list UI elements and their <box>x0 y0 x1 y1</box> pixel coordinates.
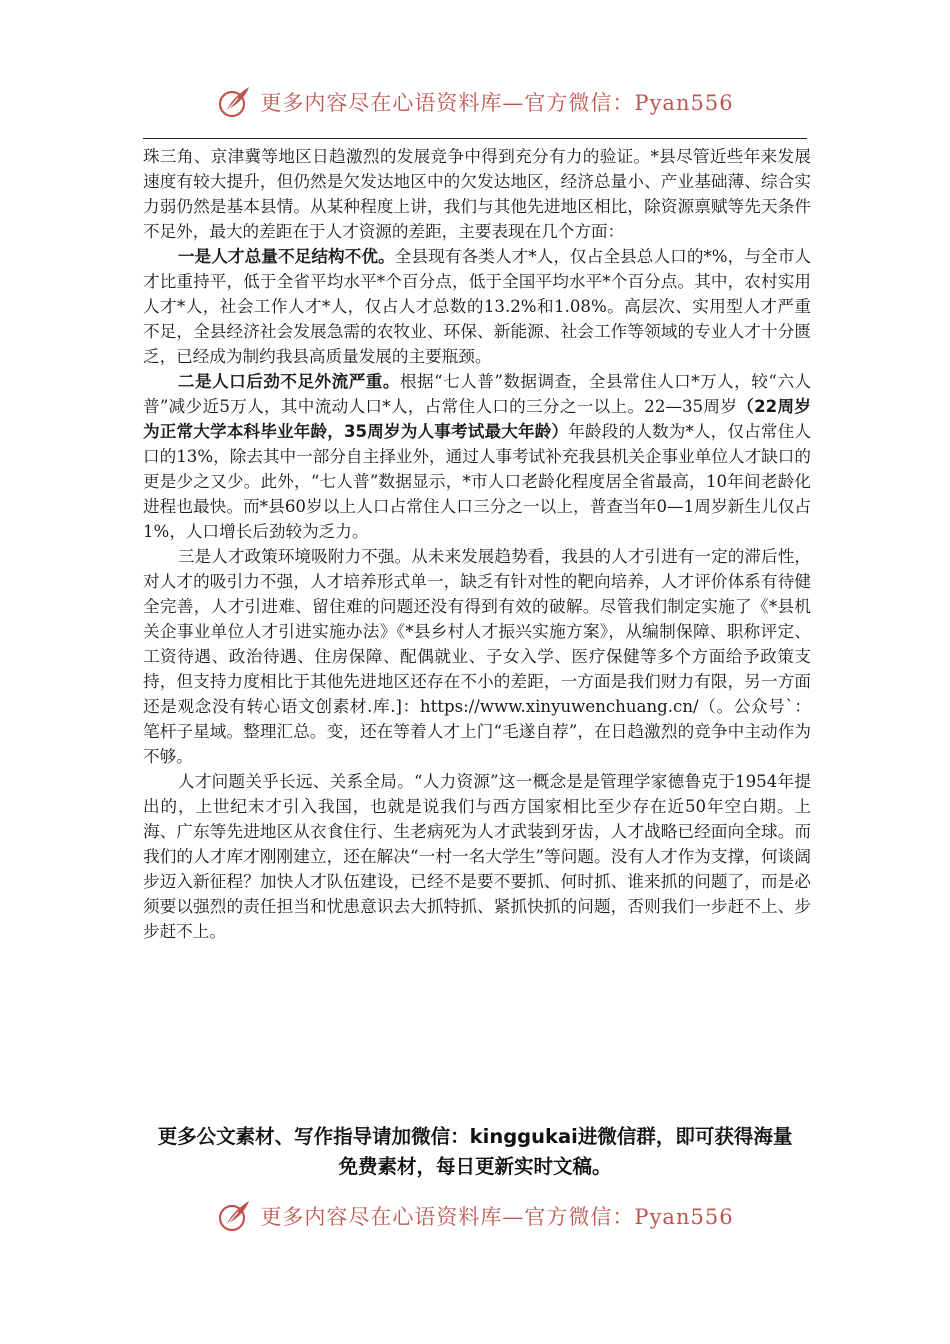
paragraph-3-text-b: 年龄段的人数为*人，仅占常住人口的13%，除去其中一部分自主择业外，通过人事考试补充我县机关企事业单位人才缺口的更是少之又少。此外，“七人普”数据显示，*市人口老龄化程度居全省最高，10年间老龄化进程也最快。而*县60岁以上人口占常住人口三分之一以上，普查当年0—1周岁新生儿仅占1%，人口增长后劲较为乏力。 <box>143 422 811 541</box>
quill-pen-logo-icon <box>216 1198 252 1234</box>
paragraph-3 <box>143 369 811 544</box>
paragraph-3-heading: 二是人口后劲不足外流严重。 <box>177 372 400 391</box>
quill-pen-logo-icon <box>216 84 252 120</box>
paragraph-1: 珠三角、京津冀等地区日趋激烈的发展竞争中得到充分有力的验证。*县尽管近些年来发展速度有较大提升，但仍然是欠发达地区中的欠发达地区，经济总量小、产业基础薄、综合实力弱仍然是基本县情。从某种程度上讲，我们与其他先进地区相比，除资源禀赋等先天条件不足外，最大的差距在于人才资源的差距，主要表现在几个方面： <box>143 147 811 241</box>
paragraph-4: 三是人才政策环境吸附力不强。从未来发展趋势看，我县的人才引进有一定的滞后性，对人才的吸引力不强，人才培养形式单一，缺乏有针对性的靶向培养，人才评价体系有待健全完善，人才引进难、留住难的问题还没有得到有效的破解。尽管我们制定实施了《*县机关企事业单位人才引进实施办法》《*县乡村人才振兴实施方案》，从编制保障、职称评定、工资待遇、政治待遇、住房保障、配偶就业、子女入学、医疗保健等多个方面给予政策支持，但支持力度相比于其他先进地区还存在不小的差距，一方面是我们财力有限，另一方面还是观念没有转心语文创素材.库.]：https://www.xinyuwenchuang.cn/（。公众号`：笔杆子星域。整理汇总。变，还在等着人才上门“毛遂自荐”，在日趋激烈的竞争中主动作为不够。 <box>143 547 811 766</box>
paragraph-3-bold-note: （22周岁为正常大学本科毕业年龄，35周岁为人事考试最大年龄） <box>143 397 811 441</box>
document-body <box>143 144 811 944</box>
paragraph-2 <box>143 244 811 369</box>
header-divider <box>143 138 807 139</box>
paragraph-5: 人才问题关乎长远、关系全局。“人力资源”这一概念是是管理学家德鲁克于1954年提出的，上世纪末才引入我国，也就是说我们与西方国家相比至少存在近50年空白期。上海、广东等先进地区从衣食住行、生老病死为人才武装到牙齿，人才战略已经面向全球。而我们的人才库才刚刚建立，还在解决“一村一名大学生”等问题。没有人才作为支撑，何谈阔步迈入新征程？加快人才队伍建设，已经不是要不要抓、何时抓、谁来抓的问题了，而是必须要以强烈的责任担当和忧患意识去大抓特抓、紧抓快抓的问题，否则我们一步赶不上、步步赶不上。 <box>143 772 811 941</box>
paragraph-2-text: 全县现有各类人才*人，仅占全县总人口的*%，与全市人才比重持平，低于全省平均水平*个百分点，低于全国平均水平*个百分点。其中，农村实用人才*人，社会工作人才*人，仅占人才总数的13.2%和1.08%。高层次、实用型人才严重不足，全县经济社会发展急需的农牧业、环保、新能源、社会工作等领域的专业人才十分匮乏，已经成为制约我县高质量发展的主要瓶颈。 <box>143 247 811 366</box>
footer-banner <box>0 1194 950 1238</box>
footer-banner-text: 更多内容尽在心语资料库—官方微信：Pyan556 <box>260 1205 734 1229</box>
paragraph-2-heading: 一是人才总量不足结构不优。 <box>177 247 395 266</box>
header-banner <box>0 80 950 124</box>
header-banner-text: 更多内容尽在心语资料库—官方微信：Pyan556 <box>260 91 734 115</box>
paragraph-3-text-a: 根据“七人普”数据调查，全县常住人口*万人，较“六人普”减少近5万人，其中流动人口*人，占常住人口的三分之一以上。22—35周岁 <box>143 372 812 416</box>
footer-wechat-note: 更多公文素材、写作指导请加微信：kinggukai进微信群，即可获得海量免费素材，每日更新实时文稿。 <box>157 1125 793 1178</box>
